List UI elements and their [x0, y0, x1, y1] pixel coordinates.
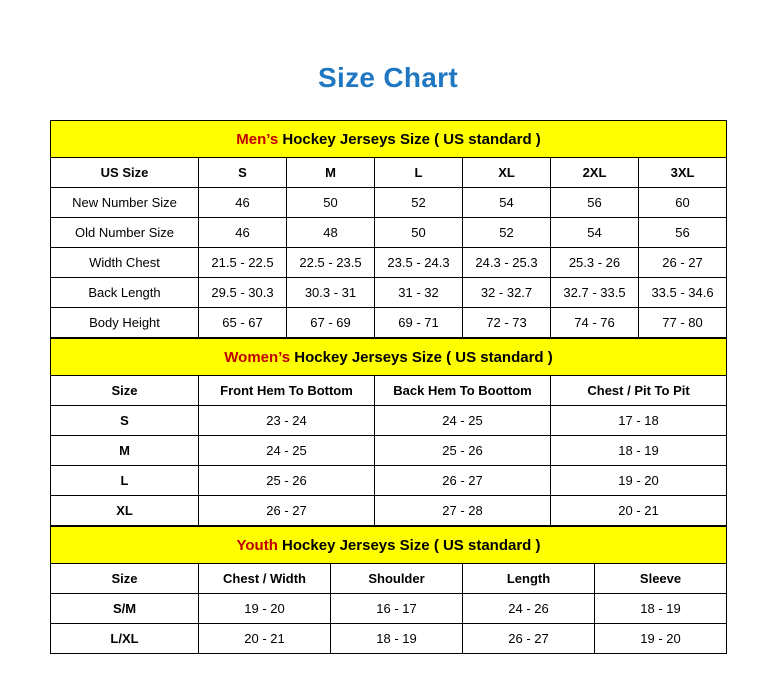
mens-row-1-val-3: 52 — [463, 218, 551, 248]
mens-row-4-val-5: 77 - 80 — [639, 308, 727, 338]
youth-col-1: Chest / Width — [199, 564, 331, 594]
mens-col-2: M — [287, 158, 375, 188]
youth-header-rest: Hockey Jerseys Size ( US standard ) — [277, 536, 541, 554]
womens-section-header-row — [51, 339, 727, 376]
mens-col-5: 2XL — [551, 158, 639, 188]
womens-column-header-row — [51, 376, 727, 406]
table-row — [51, 218, 727, 248]
mens-row-0-val-3: 54 — [463, 188, 551, 218]
womens-row-1-val-2: 18 - 19 — [551, 436, 727, 466]
youth-col-0: Size — [51, 564, 199, 594]
table-row — [51, 308, 727, 338]
mens-row-3-label: Back Length — [51, 278, 199, 308]
table-row — [51, 594, 727, 624]
womens-row-3-val-0: 26 - 27 — [199, 496, 375, 526]
womens-row-2-label: L — [51, 466, 199, 496]
mens-row-0-val-0: 46 — [199, 188, 287, 218]
table-row — [51, 436, 727, 466]
womens-row-3-val-2: 20 - 21 — [551, 496, 727, 526]
womens-section-header — [51, 339, 727, 376]
mens-row-2-label: Width Chest — [51, 248, 199, 278]
table-row — [51, 188, 727, 218]
youth-column-header-row — [51, 564, 727, 594]
mens-row-0-val-1: 50 — [287, 188, 375, 218]
youth-row-1-val-2: 26 - 27 — [463, 624, 595, 654]
mens-col-6: 3XL — [639, 158, 727, 188]
mens-row-3-val-4: 32.7 - 33.5 — [551, 278, 639, 308]
mens-row-3-val-0: 29.5 - 30.3 — [199, 278, 287, 308]
mens-row-2-val-0: 21.5 - 22.5 — [199, 248, 287, 278]
mens-column-header-row — [51, 158, 727, 188]
youth-section-header — [51, 527, 727, 564]
youth-section-header-row — [51, 527, 727, 564]
mens-col-4: XL — [463, 158, 551, 188]
mens-row-0-val-4: 56 — [551, 188, 639, 218]
mens-row-3-val-1: 30.3 - 31 — [287, 278, 375, 308]
womens-header-accent: Women’s — [224, 348, 291, 366]
mens-col-0: US Size — [51, 158, 199, 188]
mens-row-4-val-2: 69 - 71 — [375, 308, 463, 338]
mens-row-0-val-2: 52 — [375, 188, 463, 218]
womens-row-1-val-0: 24 - 25 — [199, 436, 375, 466]
mens-col-1: S — [199, 158, 287, 188]
table-row — [51, 278, 727, 308]
youth-row-0-label: S/M — [51, 594, 199, 624]
mens-row-1-val-4: 54 — [551, 218, 639, 248]
womens-row-2-val-1: 26 - 27 — [375, 466, 551, 496]
womens-row-1-label: M — [51, 436, 199, 466]
youth-row-1-val-3: 19 - 20 — [595, 624, 727, 654]
mens-row-1-label: Old Number Size — [51, 218, 199, 248]
mens-row-1-val-2: 50 — [375, 218, 463, 248]
mens-row-2-val-4: 25.3 - 26 — [551, 248, 639, 278]
mens-row-3-val-2: 31 - 32 — [375, 278, 463, 308]
womens-row-2-val-0: 25 - 26 — [199, 466, 375, 496]
table-row — [51, 248, 727, 278]
mens-row-2-val-2: 23.5 - 24.3 — [375, 248, 463, 278]
womens-row-2-val-2: 19 - 20 — [551, 466, 727, 496]
womens-size-table — [50, 338, 727, 526]
mens-row-3-val-3: 32 - 32.7 — [463, 278, 551, 308]
page-title: Size Chart — [318, 62, 458, 93]
womens-row-0-label: S — [51, 406, 199, 436]
table-row — [51, 406, 727, 436]
youth-header-accent: Youth — [236, 536, 278, 554]
youth-row-1-label: L/XL — [51, 624, 199, 654]
size-chart-tables — [50, 120, 726, 654]
mens-row-2-val-5: 26 - 27 — [639, 248, 727, 278]
youth-row-0-val-2: 24 - 26 — [463, 594, 595, 624]
table-row — [51, 466, 727, 496]
mens-row-4-val-3: 72 - 73 — [463, 308, 551, 338]
mens-row-4-val-0: 65 - 67 — [199, 308, 287, 338]
mens-section-header-row — [51, 121, 727, 158]
mens-row-2-val-3: 24.3 - 25.3 — [463, 248, 551, 278]
youth-row-0-val-1: 16 - 17 — [331, 594, 463, 624]
youth-col-4: Sleeve — [595, 564, 727, 594]
youth-row-1-val-0: 20 - 21 — [199, 624, 331, 654]
mens-row-4-val-4: 74 - 76 — [551, 308, 639, 338]
womens-row-1-val-1: 25 - 26 — [375, 436, 551, 466]
youth-row-0-val-3: 18 - 19 — [595, 594, 727, 624]
mens-header-rest: Hockey Jerseys Size ( US standard ) — [278, 130, 541, 148]
mens-col-3: L — [375, 158, 463, 188]
mens-header-accent: Men’s — [236, 130, 279, 148]
womens-header-rest: Hockey Jerseys Size ( US standard ) — [290, 348, 553, 366]
mens-section-header — [51, 121, 727, 158]
mens-row-3-val-5: 33.5 - 34.6 — [639, 278, 727, 308]
mens-row-1-val-0: 46 — [199, 218, 287, 248]
mens-row-2-val-1: 22.5 - 23.5 — [287, 248, 375, 278]
mens-row-0-label: New Number Size — [51, 188, 199, 218]
womens-row-0-val-1: 24 - 25 — [375, 406, 551, 436]
youth-row-0-val-0: 19 - 20 — [199, 594, 331, 624]
womens-row-3-label: XL — [51, 496, 199, 526]
youth-size-table — [50, 526, 727, 654]
womens-col-0: Size — [51, 376, 199, 406]
womens-col-3: Chest / Pit To Pit — [551, 376, 727, 406]
mens-row-1-val-1: 48 — [287, 218, 375, 248]
mens-row-4-label: Body Height — [51, 308, 199, 338]
mens-row-0-val-5: 60 — [639, 188, 727, 218]
womens-row-0-val-2: 17 - 18 — [551, 406, 727, 436]
youth-col-2: Shoulder — [331, 564, 463, 594]
mens-row-4-val-1: 67 - 69 — [287, 308, 375, 338]
womens-row-0-val-0: 23 - 24 — [199, 406, 375, 436]
womens-row-3-val-1: 27 - 28 — [375, 496, 551, 526]
mens-size-table — [50, 120, 727, 338]
mens-row-1-val-5: 56 — [639, 218, 727, 248]
youth-col-3: Length — [463, 564, 595, 594]
womens-col-2: Back Hem To Boottom — [375, 376, 551, 406]
table-row — [51, 624, 727, 654]
womens-col-1: Front Hem To Bottom — [199, 376, 375, 406]
table-row — [51, 496, 727, 526]
youth-row-1-val-1: 18 - 19 — [331, 624, 463, 654]
